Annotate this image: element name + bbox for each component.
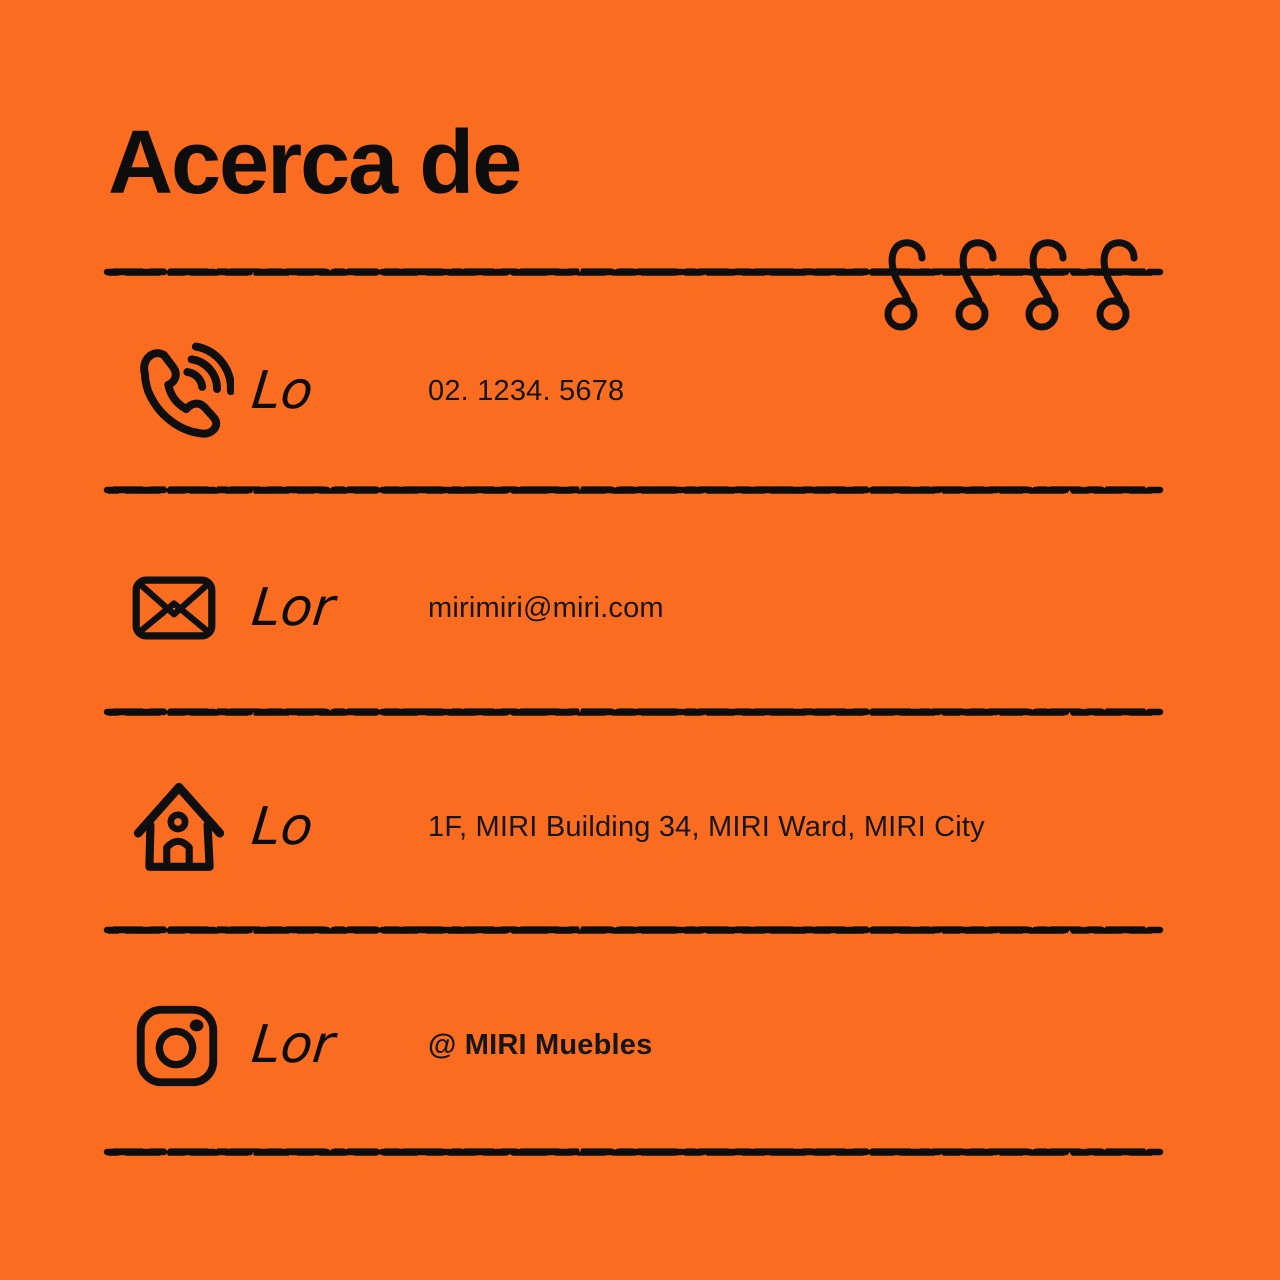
contact-label: Lor bbox=[248, 578, 338, 638]
home-icon bbox=[128, 776, 230, 878]
contact-row-email bbox=[0, 553, 1280, 663]
contact-label: Lor bbox=[248, 1015, 338, 1075]
divider bbox=[102, 705, 1168, 719]
contact-label: Lo bbox=[248, 361, 316, 421]
curl-doodles bbox=[876, 236, 1144, 332]
instagram-icon bbox=[128, 997, 226, 1095]
curl-doodle-icon bbox=[1088, 236, 1144, 332]
curl-doodle-icon bbox=[947, 236, 1003, 332]
divider bbox=[102, 483, 1168, 497]
contact-row-instagram bbox=[0, 990, 1280, 1100]
curl-doodle-icon bbox=[1017, 236, 1073, 332]
divider bbox=[102, 1145, 1168, 1159]
instagram-handle: @ MIRI Muebles bbox=[428, 1028, 653, 1061]
curl-doodle-icon bbox=[876, 236, 932, 332]
phone-number: 02. 1234. 5678 bbox=[428, 374, 625, 407]
contact-row-phone bbox=[0, 336, 1280, 446]
page-title: Acerca de bbox=[108, 113, 521, 213]
street-address: 1F, MIRI Building 34, MIRI Ward, MIRI City bbox=[428, 810, 985, 843]
contact-label: Lo bbox=[248, 797, 316, 857]
phone-icon bbox=[128, 336, 234, 442]
mail-icon bbox=[128, 563, 220, 653]
email-address: mirimiri@miri.com bbox=[428, 591, 664, 624]
contact-row-address bbox=[0, 772, 1280, 882]
divider bbox=[102, 923, 1168, 937]
